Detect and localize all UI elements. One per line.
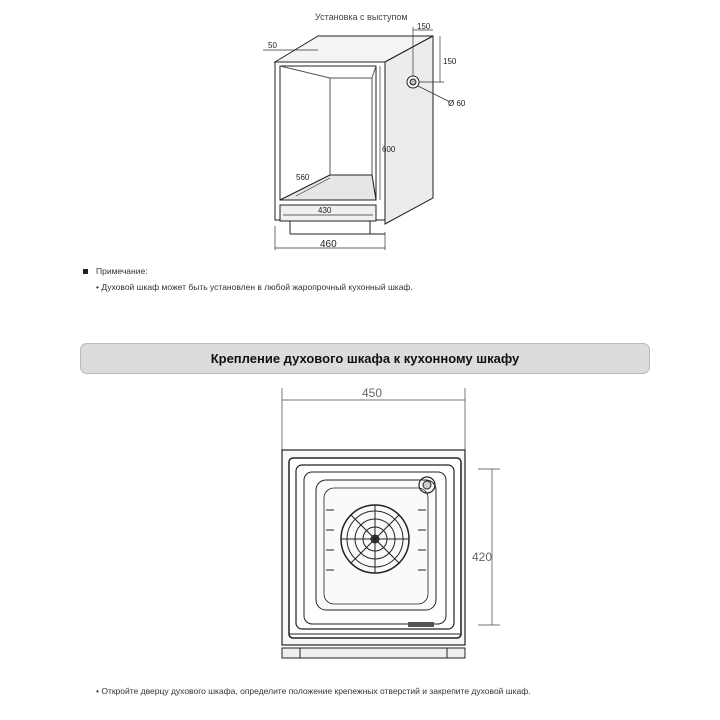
section-header (80, 343, 650, 374)
note-bullet (83, 269, 88, 274)
note-text: • Духовой шкаф может быть установлен в любой жаропрочный кухонный шкаф. (96, 282, 413, 292)
dim-150-top: 150 (417, 22, 431, 31)
dim-diameter-60: Ø 60 (448, 99, 466, 108)
dim-460: 460 (320, 239, 337, 250)
dim-150-side: 150 (443, 57, 457, 66)
note-title: Примечание: (96, 266, 148, 276)
dim-560: 560 (296, 173, 310, 182)
dim-50: 50 (268, 41, 277, 50)
diagram-caption: Установка с выступом (315, 12, 408, 22)
dim-430: 430 (318, 206, 332, 215)
dim-width-450: 450 (362, 386, 383, 400)
section-title: Крепление духового шкафа к кухонному шкафу (210, 351, 520, 366)
dim-600: 600 (382, 145, 396, 154)
footer-instruction: • Откройте дверцу духового шкафа, определите положение крепежных отверстий и закрепите духовой шкаф. (96, 686, 531, 696)
oven-diagram (0, 380, 720, 680)
cabinet-diagram (0, 0, 720, 260)
dim-height-420: 420 (472, 550, 493, 564)
